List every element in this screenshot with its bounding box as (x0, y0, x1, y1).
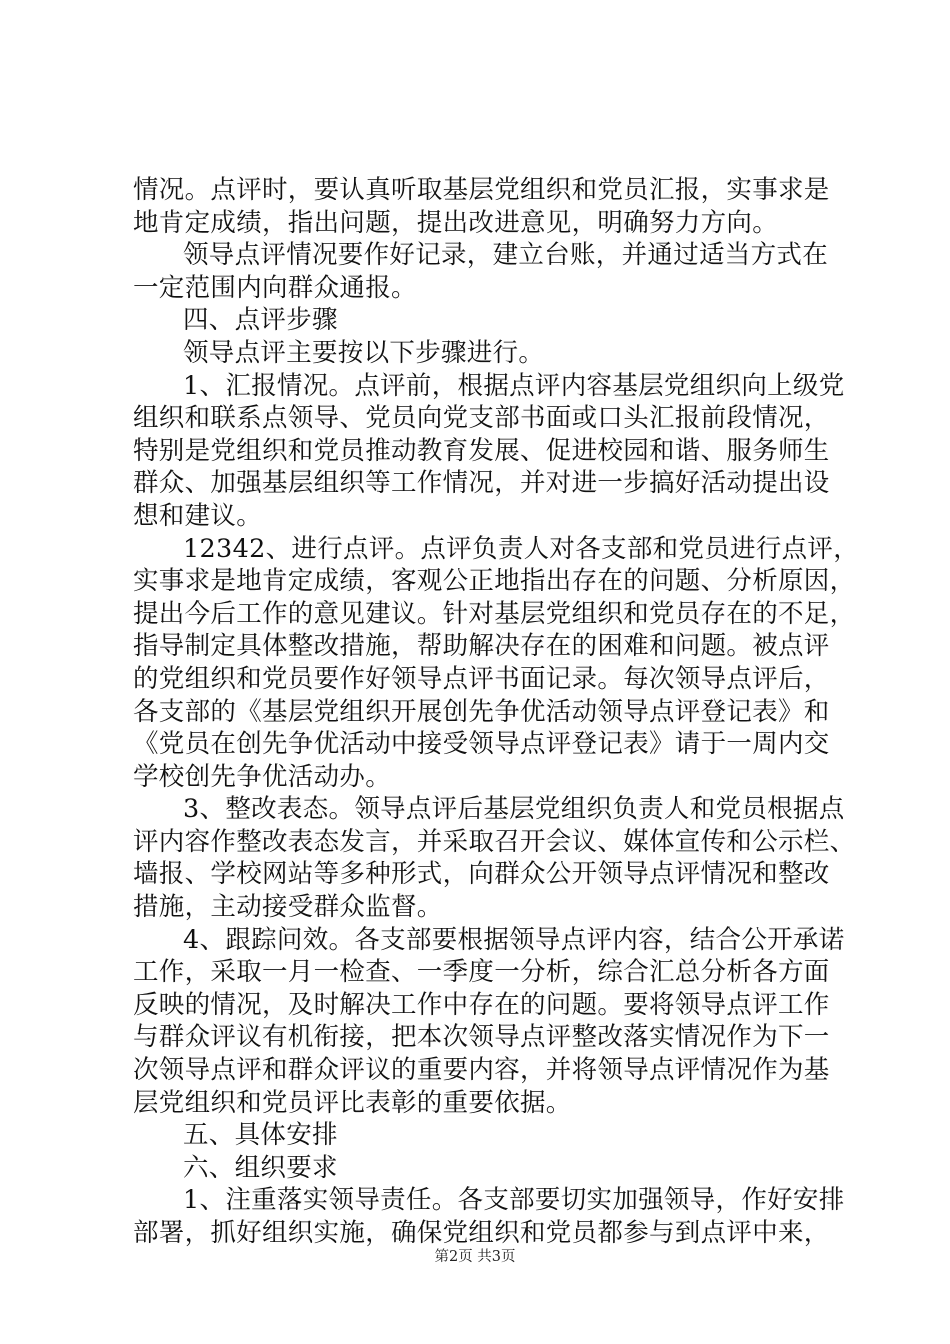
text-line: 学校创先争优活动办。 (133, 761, 392, 792)
text-line: 1、汇报情况。点评前，根据点评内容基层党组织向上级党 (183, 370, 845, 401)
text-line: 墙报、学校网站等多种形式，向群众公开领导点评情况和整改 (133, 859, 830, 890)
text-line: 层党组织和党员评比表彰的重要依据。 (133, 1087, 572, 1118)
text-line: 组织和联系点领导、党员向党支部书面或口头汇报前段情况， (133, 403, 830, 434)
text-line: 3、整改表态。领导点评后基层党组织负责人和党员根据点 (183, 794, 845, 825)
text-line: 12342、进行点评。点评负责人对各支部和党员进行点评， (183, 533, 860, 564)
text-line: 1、注重落实领导责任。各支部要切实加强领导，作好安排 (183, 1185, 845, 1216)
page-footer: 第2页 共3页 (434, 1249, 516, 1265)
text-line: 群众、加强基层组织等工作情况，并对进一步搞好活动提出设 (133, 468, 830, 499)
text-line: 想和建议。 (133, 500, 263, 531)
text-line: 提出今后工作的意见建议。针对基层党组织和党员存在的不足， (133, 598, 856, 629)
text-line: 实事求是地肯定成绩，客观公正地指出存在的问题、分析原因， (133, 566, 856, 597)
text-line: 六、组织要求 (183, 1152, 338, 1183)
text-line: 4、跟踪问效。各支部要根据领导点评内容，结合公开承诺 (183, 924, 845, 955)
text-line: 领导点评情况要作好记录，建立台账，并通过适当方式在 (183, 240, 829, 271)
document-body (133, 174, 860, 1250)
text-line: 五、具体安排 (183, 1120, 338, 1151)
text-line: 部署，抓好组织实施，确保党组织和党员都参与到点评中来， (133, 1218, 830, 1248)
text-line: 一定范围内向群众通报。 (133, 272, 417, 303)
text-line: 领导点评主要按以下步骤进行。 (183, 337, 545, 368)
text-line: 的党组织和党员要作好领导点评书面记录。每次领导点评后， (133, 663, 830, 694)
text-line: 次领导点评和群众评议的重要内容，并将领导点评情况作为基 (133, 1055, 830, 1086)
text-line: 地肯定成绩，指出问题，提出改进意见，明确努力方向。 (133, 207, 779, 238)
text-line: 工作，采取一月一检查、一季度一分析，综合汇总分析各方面 (133, 957, 830, 988)
text-line: 四、点评步骤 (183, 305, 338, 336)
text-line: 情况。点评时，要认真听取基层党组织和党员汇报，实事求是 (133, 175, 830, 205)
text-line: 《党员在创先争优活动中接受领导点评登记表》请于一周内交 (133, 729, 830, 760)
text-line: 与群众评议有机衔接，把本次领导点评整改落实情况作为下一 (133, 1022, 830, 1053)
text-line: 反映的情况，及时解决工作中存在的问题。要将领导点评工作 (133, 989, 830, 1020)
text-line: 措施，主动接受群众监督。 (133, 892, 443, 923)
text-line: 评内容作整改表态发言，并采取召开会议、媒体宣传和公示栏、 (133, 826, 856, 857)
text-line: 各支部的《基层党组织开展创先争优活动领导点评登记表》和 (133, 696, 830, 727)
text-line: 特别是党组织和党员推动教育发展、促进校园和谐、服务师生 (133, 435, 830, 466)
text-line: 指导制定具体整改措施，帮助解决存在的困难和问题。被点评 (133, 631, 830, 662)
